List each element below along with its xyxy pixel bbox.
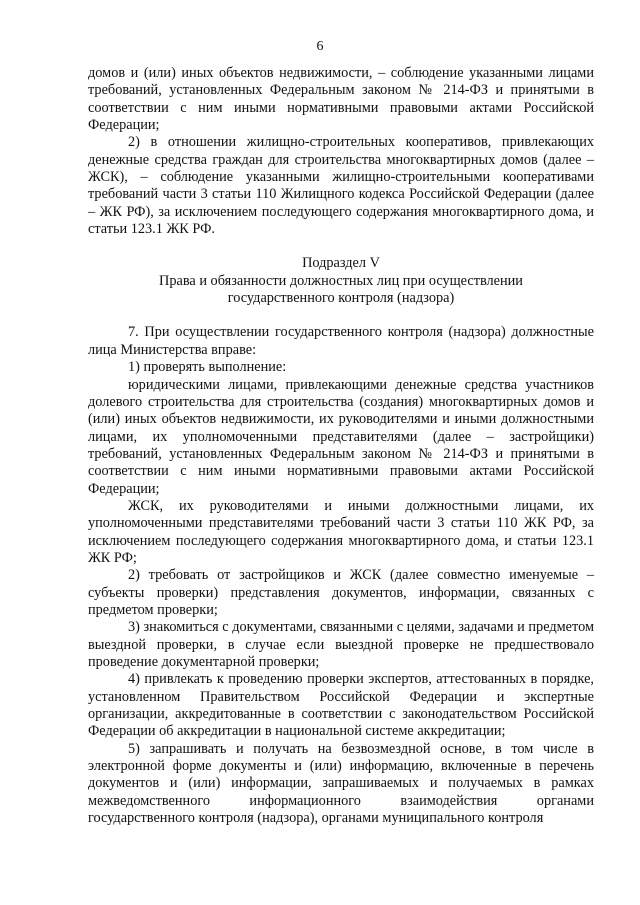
document-body	[88, 65, 594, 827]
paragraph: 2) в отношении жилищно-строительных кооперативов, привлекающих денежные средства граждан для строительства многоквартирных домов (далее – ЖСК), – соблюдение указанными жилищно-строительными кооперативами требований части 3 статьи 110 Жилищного кодекса Российской Федерации (далее – ЖК РФ), за исключением последующего содержания многоквартирного дома, и статьи 123.1 ЖК РФ.	[88, 134, 594, 238]
paragraph: 4) привлекать к проведению проверки экспертов, аттестованных в порядке, установленном Правительством Российской Федерации и экспертные организации, аккредитованные в соответствии с законодательством Российской Федерации об аккредитации в национальной системе аккредитации;	[88, 671, 594, 740]
paragraph: 2) требовать от застройщиков и ЖСК (далее совместно именуемые – субъекты проверки) представления документов, информации, связанных с предметом проверки;	[88, 567, 594, 618]
paragraph: 5) запрашивать и получать на безвозмездной основе, в том числе в электронной форме документы и (или) информацию, включенные в перечень документов и (или) информации, запрашиваемых и получаемых в рамках межведомственного информационного взаимодействия органами государственного контроля (надзора), органами муниципального контроля	[88, 740, 594, 827]
section-title-line-1: Права и обязанности должностных лиц при осуществлении	[159, 272, 523, 289]
paragraph: ЖСК, их руководителями и иными должностными лицами, их уполномоченными представителями требований части 3 статьи 110 ЖК РФ, за исключением последующего содержания многоквартирного дома, и статьи 123.1 ЖК РФ;	[88, 497, 594, 566]
section-number: Подраздел V	[302, 255, 380, 272]
paragraph: домов и (или) иных объектов недвижимости, – соблюдение указанными лицами требований, установленных Федеральным законом № 214-ФЗ и принятыми в соответствии с ним иными нормативными правовыми актами Российской Федерации;	[88, 65, 594, 134]
section-title-line-2: государственного контроля (надзора)	[227, 290, 455, 307]
paragraph: 1) проверять выполнение:	[128, 359, 287, 376]
page-number: 6	[316, 39, 324, 54]
section-heading	[88, 255, 594, 307]
paragraph: 3) знакомиться с документами, связанными с целями, задачами и предметом выездной проверки, в случае если выездной проверке не предшествовало проведение документарной проверки;	[88, 619, 594, 670]
paragraph: юридическими лицами, привлекающими денежные средства участников долевого строительства для строительства (создания) многоквартирных домов и (или) иных объектов недвижимости, их руководителями и иными должностными лицами, их уполномоченными представителями (далее – застройщики) требований, установленных Федеральным законом № 214-ФЗ и принятыми в соответствии с ним иными нормативными правовыми актами Российской Федерации;	[88, 376, 594, 497]
paragraph: 7. При осуществлении государственного контроля (надзора) должностные лица Министерства вправе:	[88, 324, 594, 358]
